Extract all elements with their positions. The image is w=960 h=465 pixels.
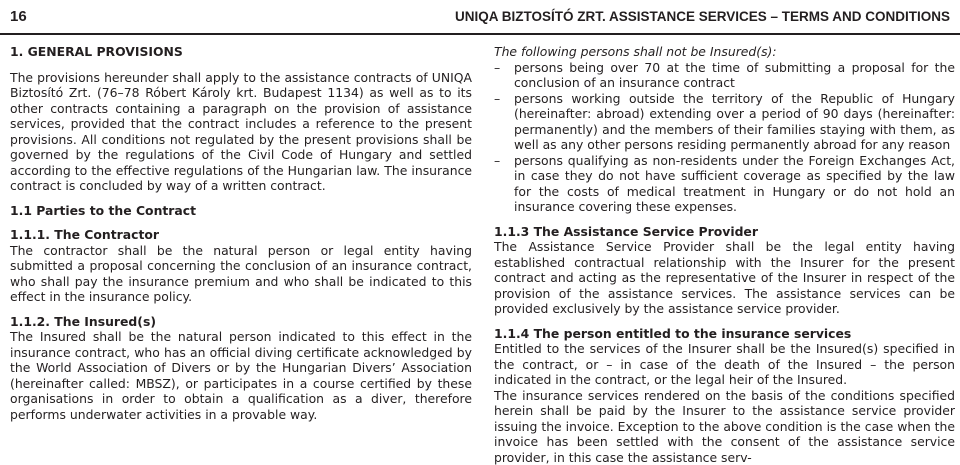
header-rule: [0, 33, 960, 35]
assistance-provider-paragraph: The Assistance Service Provider shall be the legal entity having established contractual relationship with the Insurer for the present contract and acting as the representative of the Insurer in respect of the provision of the assistance services. The assistance services can be provided exclusively by the assistance service provider.: [494, 239, 955, 317]
left-column: [10, 40, 472, 422]
entitled-person-paragraph: Entitled to the services of the Insurer shall be the Insured(s) specified in the contract, or – in case of the death of the Insured – the person indicated in the contract, or the legal heir of the Insured.: [494, 341, 955, 388]
section-title-general-provisions: 1. GENERAL PROVISIONS: [10, 44, 472, 60]
subsection-title-entitled-person: 1.1.4 The person entitled to the insurance services: [494, 326, 955, 342]
list-item: – persons working outside the territory of the Republic of Hungary (hereinafter: abroad) extending over a period of 90 days (hereinafter: permanently) and the members of their families staying with them, as well as any other persons residing permanently abroad for any reason: [494, 91, 955, 153]
insured-paragraph: The Insured shall be the natural person indicated to this effect in the insurance contract, who has an official diving certificate acknowledged by the World Association of Divers or by the Hungarian Divers’ Association (hereinafter called: MBSZ), or participates in a course certified by these organisations in order to obtain a qualification as a diver, therefore performs underwater activities in a provable way.: [10, 329, 472, 422]
insurance-services-paragraph: The insurance services rendered on the basis of the conditions specified herein shall be paid by the Insurer to the assistance service provider issuing the invoice. Exception to the above condition is the case when the invoice has been settled with the consent of the assistance service provider, in this case the assistance serv-: [494, 388, 955, 465]
general-provisions-paragraph: The provisions hereunder shall apply to the assistance contracts of UNIQA Biztosító Zrt. (76–78 Róbert Károly krt. Budapest 1134) as well as to its other contracts containing a paragraph on the provision of assistance services, provided that the contract includes a reference to the present provisions. All conditions not regulated by the present provisions shall be governed by the regulations of the Civil Code of Hungary and settled according to the effective regulations of the Hungarian law. The insurance contract is concluded by way of a written contract.: [10, 70, 472, 194]
subsection-title-parties: 1.1 Parties to the Contract: [10, 203, 472, 219]
exclusions-list: [494, 60, 955, 215]
running-title: UNIQA BIZTOSÍTÓ ZRT. ASSISTANCE SERVICES – TERMS AND CONDITIONS: [455, 9, 950, 24]
subsection-title-insured: 1.1.2. The Insured(s): [10, 314, 472, 330]
list-item: – persons qualifying as non-residents under the Foreign Exchanges Act, in case they do not have sufficient coverage as specified by the law for the costs of medical treatment in Hungary or do not hold an insurance covering these expenses.: [494, 153, 955, 215]
list-item: – persons being over 70 at the time of submitting a proposal for the conclusion of an insurance contract: [494, 60, 955, 91]
exclusions-intro: The following persons shall not be Insured(s):: [494, 44, 955, 60]
page-number: 16: [10, 8, 27, 25]
right-column: [494, 40, 955, 465]
contractor-paragraph: The contractor shall be the natural person or legal entity having submitted a proposal concerning the conclusion of an insurance contract, who shall pay the insurance premium and who shall be indicated to this effect in the insurance policy.: [10, 243, 472, 305]
subsection-title-assistance-provider: 1.1.3 The Assistance Service Provider: [494, 224, 955, 240]
page-header: [0, 0, 960, 38]
subsection-title-contractor: 1.1.1. The Contractor: [10, 227, 472, 243]
